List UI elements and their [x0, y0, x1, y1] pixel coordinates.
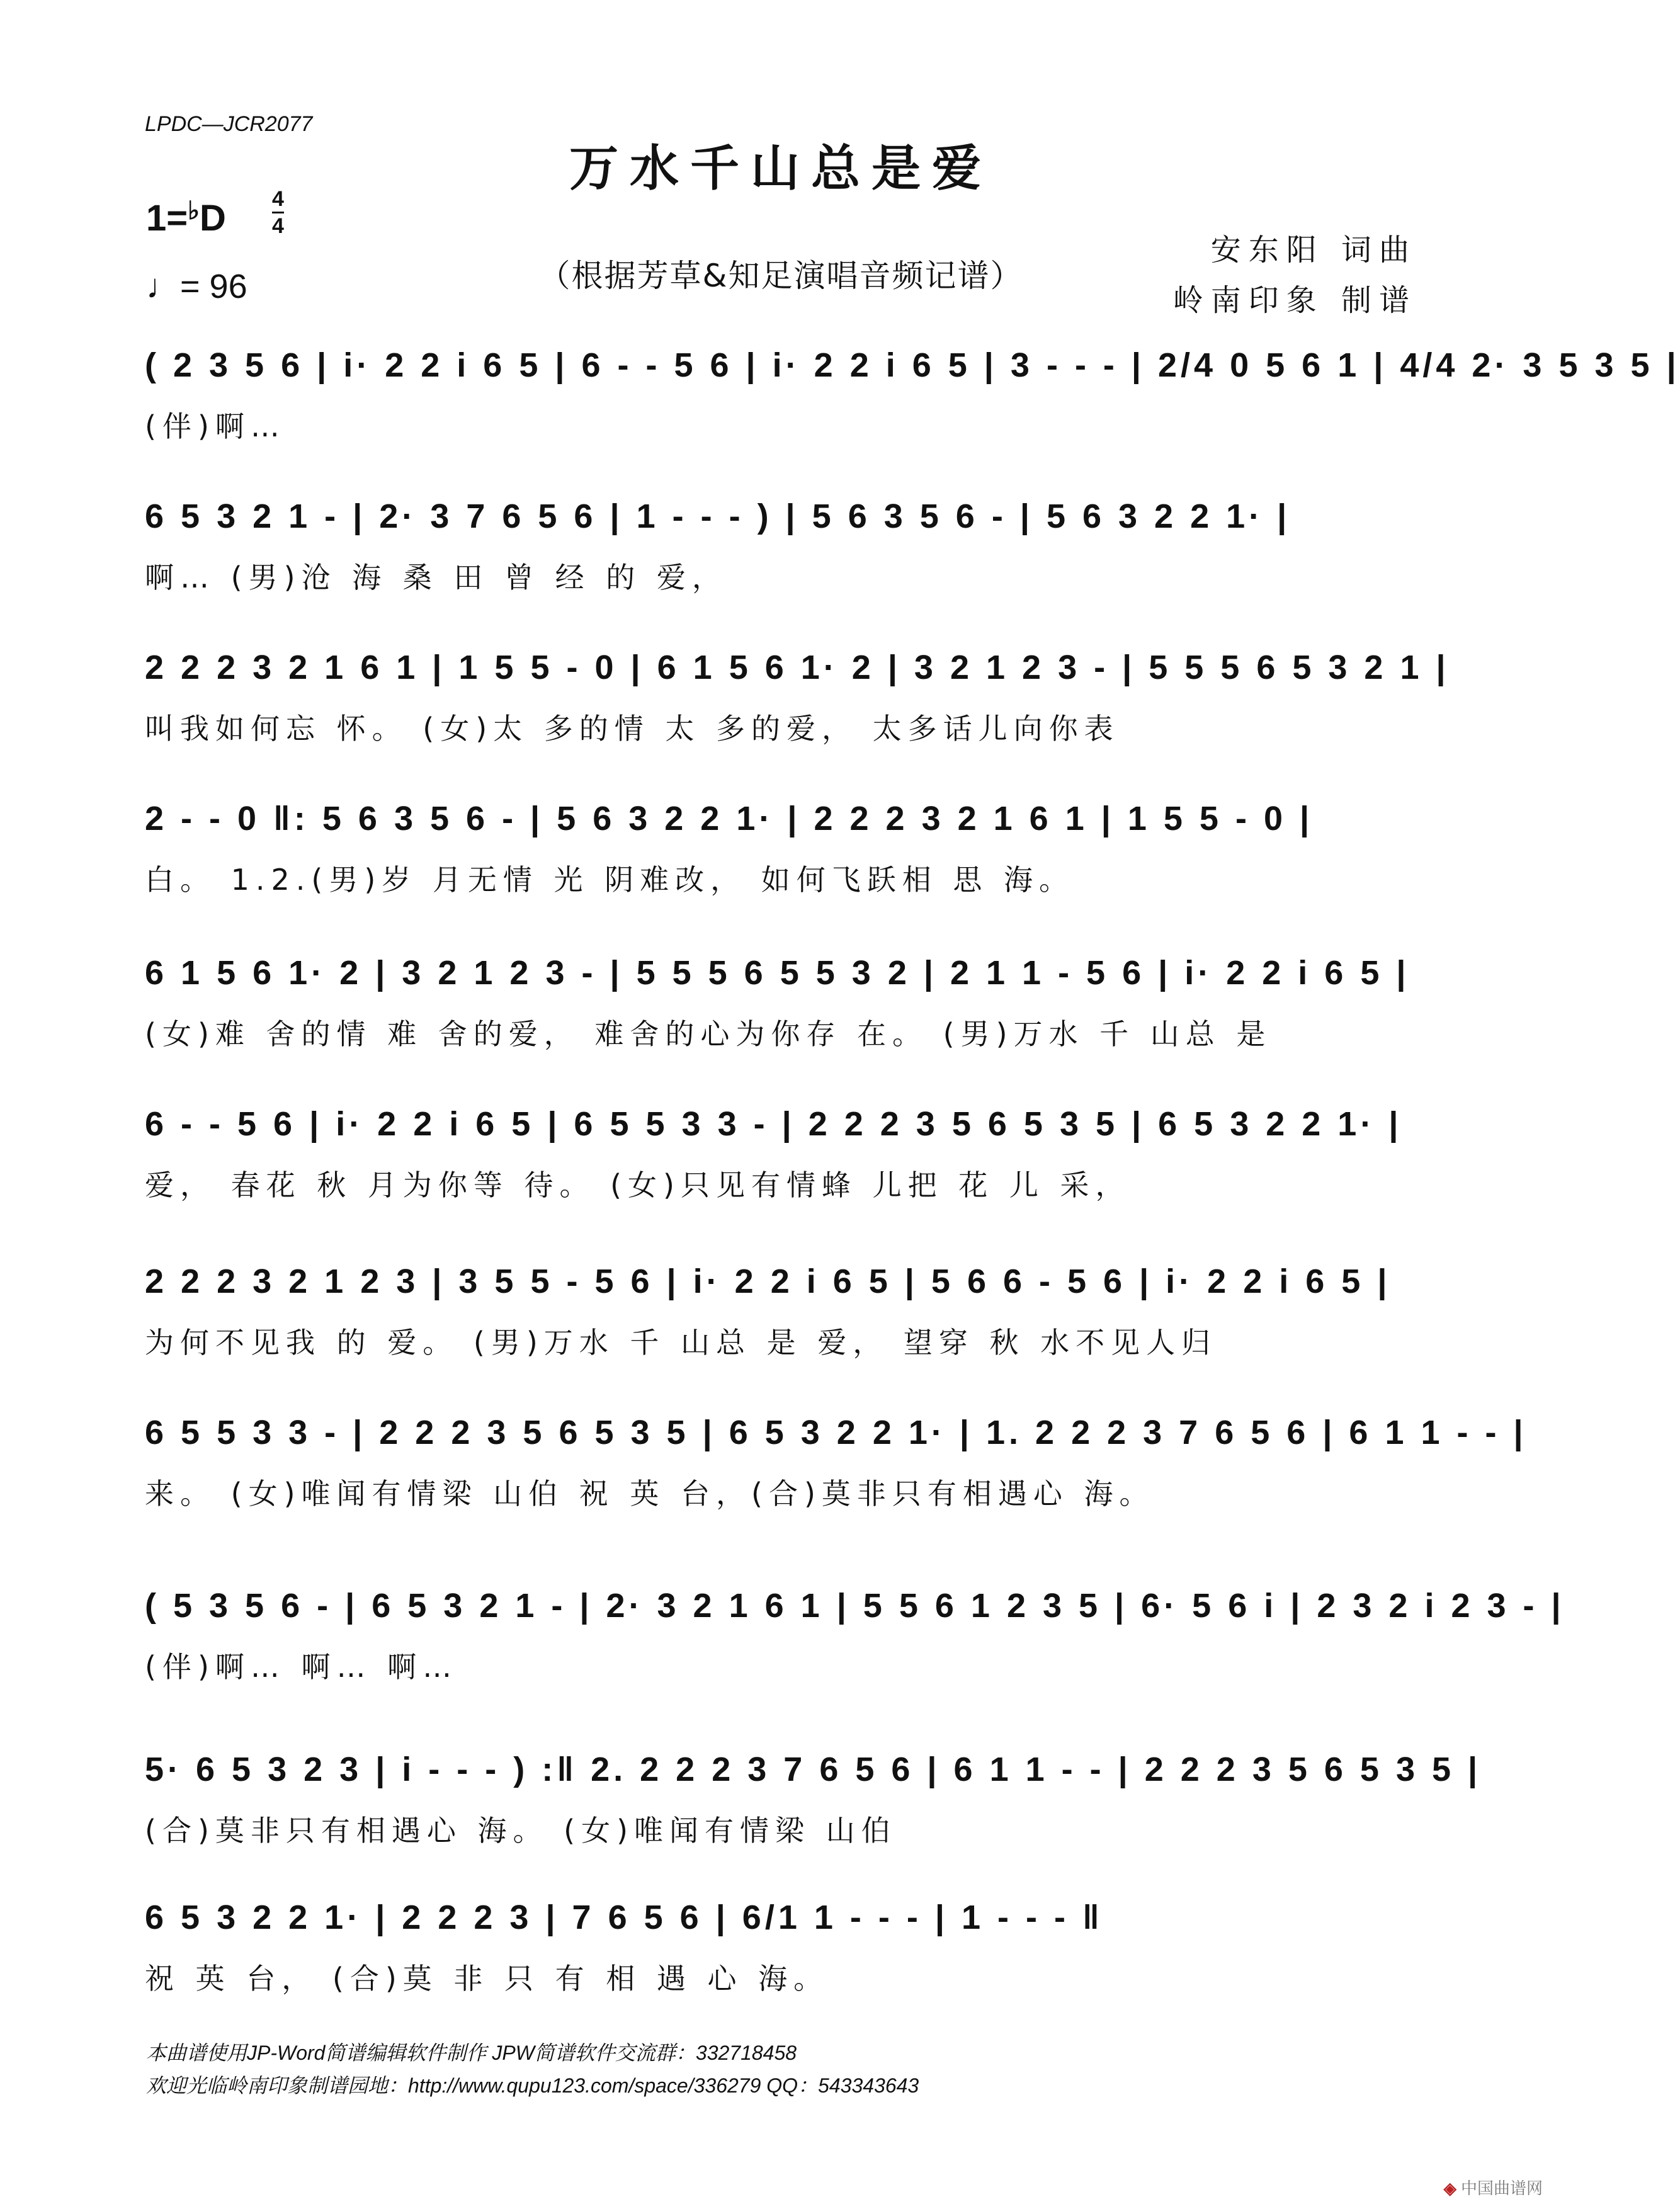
staff-notes: 2 - - 0 ‖: 5 6 3 5 6 - | 5 6 3 2 2 1· | 2 2 2 3 2 1 6 1 | 1 5 5 - 0 |	[145, 800, 1314, 838]
staff-notes: 6 5 5 3 3 - | 2 2 2 3 5 6 5 3 5 | 6 5 3 2 2 1· | 1. 2 2 2 3 7 6 5 6 | 6 1 1 - - |	[145, 1414, 1527, 1451]
staff-5	[145, 941, 1417, 1061]
staff-notes: ( 2 3 5 6 | i· 2 2 i 6 5 | 6 - - 5 6 | i· 2 2 i 6 5 | 3 - - - | 2/4 0 5 6 1 | 4/4 2· 3 5 3 5 |	[145, 346, 1680, 384]
staff-lyrics: 来。 (女)唯闻有情梁 山伯 祝 英 台，(合)莫非只有相遇心 海。	[145, 1477, 1155, 1511]
staff-lyrics: (伴)啊…	[145, 409, 286, 443]
footer-website-note: 欢迎光临岭南印象制谱园地：http://www.qupu123.com/space/336279 QQ：543343643	[146, 2074, 919, 2097]
score-code: LPDC—JCR2077	[145, 112, 313, 136]
time-signature: 4 4	[272, 187, 284, 238]
watermark-logo-icon: ◈	[1443, 2179, 1456, 2198]
key-signature: 1=♭D	[146, 197, 226, 239]
staff-notes: 6 5 3 2 2 1· | 2 2 2 3 | 7 6 5 6 | 6/1 1 - - - | 1 - - - ‖	[145, 1899, 1103, 1936]
site-watermark: ◈ 中国曲谱网	[1443, 2179, 1543, 2198]
staff-lyrics: 为何不见我 的 爱。 (男)万水 千 山总 是 爱， 望穿 秋 水不见人归	[145, 1326, 1217, 1360]
staff-lyrics: 白。 1.2.(男)岁 月无情 光 阴难改， 如何飞跃相 思 海。	[145, 863, 1075, 897]
staff-notes: 6 1 5 6 1· 2 | 3 2 1 2 3 - | 5 5 5 6 5 5 3 2 | 2 1 1 - 5 6 | i· 2 2 i 6 5 |	[145, 954, 1410, 992]
staff-notes: 6 5 3 2 1 - | 2· 3 7 6 5 6 | 1 - - - ) | 5 6 3 5 6 - | 5 6 3 2 2 1· |	[145, 497, 1291, 535]
song-title: 万水千山总是爱	[569, 140, 992, 197]
tempo-marking: ♩= 96	[146, 268, 247, 305]
lyricist-composer-credit: 安东阳 词曲	[1210, 232, 1417, 268]
staff-lyrics: 爱， 春花 秋 月为你等 待。 (女)只见有情蜂 儿把 花 儿 采，	[145, 1168, 1131, 1202]
footer-software-note: 本曲谱使用JP-Word简谱编辑软件制作 JPW简谱软件交流群：332718458	[146, 2041, 797, 2064]
staff-notes: ( 5 3 5 6 - | 6 5 3 2 1 - | 2· 3 2 1 6 1 | 5 5 6 1 2 3 5 | 6· 5 6 i | 2 3 2 i 2 3 - |	[145, 1587, 1565, 1625]
staff-lyrics: (合)莫非只有相遇心 海。 (女)唯闻有情梁 山伯	[145, 1814, 897, 1848]
subtitle: （根据芳草&知足演唱音频记谱）	[538, 258, 1023, 294]
staff-11	[145, 1886, 1417, 2006]
staff-lyrics: 啊… (男)沧 海 桑 田 曾 经 的 爱，	[145, 560, 727, 594]
staff-9	[145, 1574, 1565, 1694]
flat-sign: ♭	[188, 197, 200, 225]
staff-1	[145, 334, 1680, 453]
staff-3	[145, 636, 1450, 756]
transcriber-credit: 岭南印象 制谱	[1172, 283, 1417, 318]
quarter-note-icon: ♩	[146, 268, 180, 305]
staff-4	[145, 787, 1417, 907]
staff-notes: 2 2 2 3 2 1 6 1 | 1 5 5 - 0 | 6 1 5 6 1· 2 | 3 2 1 2 3 - | 5 5 5 6 5 3 2 1 |	[145, 649, 1450, 686]
staff-10	[145, 1738, 1482, 1858]
staff-2	[145, 485, 1417, 605]
staff-lyrics: 祝 英 台， (合)莫 非 只 有 相 遇 心 海。	[145, 1962, 829, 1996]
staff-lyrics: 叫我如何忘 怀。 (女)太 多的情 太 多的爱， 太多话儿向你表	[145, 712, 1120, 746]
staff-lyrics: (女)难 舍的情 难 舍的爱， 难舍的心为你存 在。 (男)万水 千 山总 是	[145, 1017, 1272, 1051]
staff-notes: 6 - - 5 6 | i· 2 2 i 6 5 | 6 5 5 3 3 - | 2 2 2 3 5 6 5 3 5 | 6 5 3 2 2 1· |	[145, 1105, 1402, 1143]
staff-6	[145, 1093, 1417, 1212]
staff-8	[145, 1401, 1527, 1521]
staff-lyrics: (伴)啊… 啊… 啊…	[145, 1650, 458, 1684]
staff-notes: 2 2 2 3 2 1 2 3 | 3 5 5 - 5 6 | i· 2 2 i 6 5 | 5 6 6 - 5 6 | i· 2 2 i 6 5 |	[145, 1263, 1391, 1300]
staff-7	[145, 1250, 1417, 1370]
staff-notes: 5· 6 5 3 2 3 | i - - - ) :‖ 2. 2 2 2 3 7 6 5 6 | 6 1 1 - - | 2 2 2 3 5 6 5 3 5 |	[145, 1751, 1482, 1788]
